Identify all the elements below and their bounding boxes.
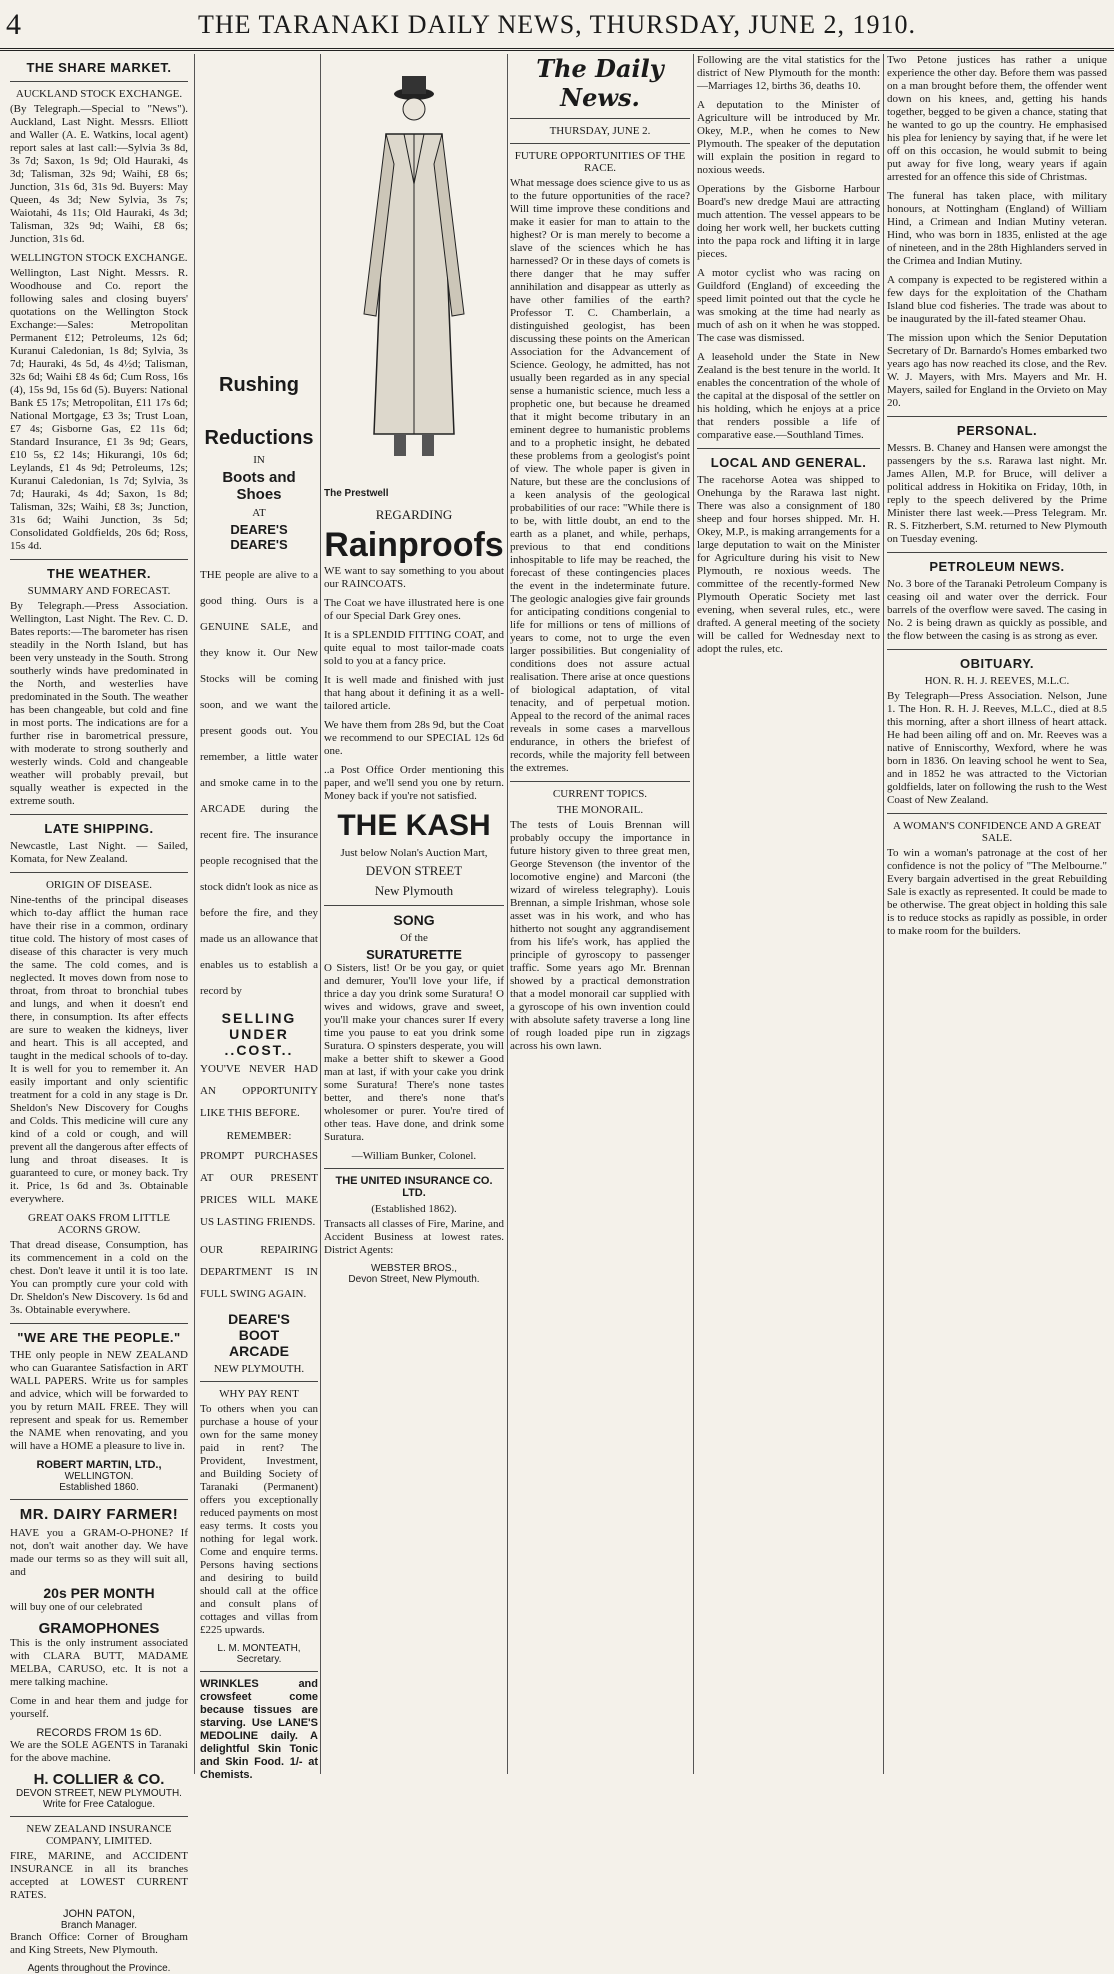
finish-text: It is well made and finished with just that hang about it defining it as a well-tailored article. [324,674,504,712]
future-heading: FUTURE OPPORTUNITIES OF THE RACE. [514,150,686,174]
cost-label: ..COST.. [224,1042,294,1058]
shipping-text: Newcastle, Last Night. — Sailed, Komata, for New Zealand. [10,840,188,865]
nz-insurance-manager: JOHN PATON, [62,1908,136,1920]
column-rule [507,54,508,1774]
united-established: (Established 1862). [371,1203,457,1215]
column-rule [194,54,195,1774]
personal-text: Messrs. B. Chaney and Hansen were amongst the passengers by the s.s. Rarawa last night. Mr. James Allen, M.P. for Bruce, will deliver a political address in Hokitika on Friday, 10th, in reply to the speech delivered by the Prime Minister there last week.—Press Telegram. Mr. R. S. Fitzherbert, S.M. returned to New Plymouth on Tuesday evening. [887,442,1107,545]
united-insurance: THE UNITED INSURANCE CO. LTD. [335,1175,493,1199]
remember-label: REMEMBER: [226,1130,292,1142]
masthead [0,8,1114,51]
arcade-label: ARCADE [229,1343,289,1359]
repairing-label: OUR REPAIRING DEPARTMENT IS IN FULL SWING AGAIN. [200,1244,318,1300]
nz-insurance-text: FIRE, MARINE, and ACCIDENT INSURANCE in all its branches accepted at LOWEST CURRENT RATES. [10,1850,188,1901]
monorail-heading: THE MONORAIL. [556,804,644,816]
weather-heading: THE WEATHER. [47,566,151,581]
prestwell-label: The Prestwell [324,488,389,499]
share-market-heading: THE SHARE MARKET. [26,60,172,75]
kash-heading: THE KASH [337,809,491,842]
deares-label: DEARE'S DEARE'S [230,522,288,552]
reductions-heading: Reductions [204,427,314,449]
wellington-heading: WELLINGTON STOCK EXCHANGE. [10,252,188,264]
article-text-2: A deputation to the Minister of Agriculture will be introduced by Mr. Okey, M.P., when he comes to New Plymouth. The speaker of the deputation will explain the position in regard to noxious weeds. [697,99,880,176]
rushing-heading: Rushing [219,374,299,396]
rent-text: To others when you can purchase a house of your own for the same money paid in rent? The Provident, Investment, and Building Society of Taranaki (Permanent) offers you exceptionally reduced payments on most easy terms. It costs you nothing for legal work. Come and enquire terms. Persons having sections and desiring to build should call at the office and consult plans of cottages and villas from £225 upwards. [200,1403,318,1636]
boots-label: Boots and [222,469,296,486]
nz-insurance-office: Branch Office: Corner of Brougham and King Streets, New Plymouth. [10,1931,188,1956]
sole-agents-text: We are the SOLE AGENTS in Taranaki for the above machine. [10,1739,188,1764]
nz-insurance-agents: Agents throughout the Province. [27,1963,171,1974]
new-plymouth: New Plymouth [374,883,454,898]
dairy-ad-text2: will buy one of our celebrated [10,1601,143,1613]
song-heading: SONG [393,912,435,928]
article-text-6b: The funeral has taken place, with military honours, at Nottingham (England) of William Hind, a Crimean and Indian Mutiny veteran. Hind, who was born in 1835, enlisted at the age of nineteen, and in the 28th Highlanders served in the Crimea and Indian Mutiny. [887,190,1107,267]
personal-heading: PERSONAL. [956,423,1038,438]
rent-name: L. M. MONTEATH, [217,1643,301,1654]
dairy-ad-text: HAVE you a GRAM-O-PHONE? If not, don't wait another day. We have made our terms so as they will suit all, and [10,1527,188,1578]
petroleum-text: No. 3 bore of the Taranaki Petroleum Company is ceasing oil and water over the derrick. Four barrels of the overflow were saved. The casing in No. 2 is being drawn as quickly as possible, and the flow between the casing is as strong as ever. [887,578,1107,642]
newspaper-header: THE TARANAKI DAILY NEWS, THURSDAY, JUNE 2, 1910. [197,10,917,39]
shipping-heading: LATE SHIPPING. [44,821,154,836]
obituary-heading: OBITUARY. [959,656,1035,671]
oaks-heading: GREAT OAKS FROM LITTLE ACORNS GROW. [28,1212,170,1236]
never-label: YOU'VE NEVER HAD AN OPPORTUNITY LIKE THIS BEFORE. [200,1063,318,1119]
gramophones-text: This is the only instrument associated with CLARA BUTT, MADAME MELBA, CARUSO, etc. It is not a mere talking machine. [10,1637,188,1688]
current-topics-heading: CURRENT TOPICS. [552,788,648,800]
auckland-heading: AUCKLAND STOCK EXCHANGE. [15,88,183,100]
people-ad-heading: "WE ARE THE PEOPLE." [17,1330,181,1345]
article-text-6a: Two Petone justices has rather a unique experience the other day. Before them was passed on a man brought before them, the offender went down on his knees, and, getting his hands together, begged to be given a chance, stating that he wanted to go up the country. He emphasised his plea for leniency by saying that, if he were let off on this occasion, he would submit to being put away for five long, weary years if again arrested for an offence this side of Christmas. [887,54,1107,183]
wrinkles-ad: WRINKLES and crowsfeet come because tissues are starving. Use LANE'S MEDOLINE daily. A delightful Skin Tonic and Skin Food. 1/- at Chemists. [200,1678,318,1781]
gramophones-heading: GRAMOPHONES [38,1620,160,1637]
dairy-ad-heading: MR. DAIRY FARMER! [19,1506,179,1523]
woman-text: To win a woman's patronage at the cost of her confidence is not the policy of "The Melbourne." Every bargain advertised in the great Rebuilding Sale is exactly as represented. It could be made to be otherwise. The great object in holding this sale is to reduce stocks as rapidly as possible, in order to make room for the builders. [887,847,1107,937]
disease-heading: ORIGIN OF DISEASE. [45,879,153,891]
article-text-1: Following are the vital statistics for the district of New Plymouth for the month:—Marriages 12, births 36, deaths 10. [697,54,880,92]
column-4 [510,54,690,1774]
article-text-5: A leasehold under the State in New Zealand is the best tenure in the world. It enables the concentration of the whole of the capital at the disposal of the settler on his holding, which he enjoys at a price that renders possible a life of comparative ease.—Southland Times. [697,351,880,441]
united-text: Transacts all classes of Fire, Marine, and Accident Business at lowest rates. District Agents: [324,1218,504,1256]
people-ad-firm: ROBERT MARTIN, LTD., [36,1459,162,1471]
webster-bros: WEBSTER BROS., [370,1263,458,1274]
article-text-3: Operations by the Gisborne Harbour Board's new dredge Maui are attracting much attention. The vessel appears to be doing her work well, her buckets cutting into the papa rock and lifting it in large pieces. [697,183,880,260]
rent-role: Secretary. [236,1654,282,1665]
woman-heading: A WOMAN'S CONFIDENCE AND A GREAT SALE. [892,820,1102,844]
gramophones-text2: Come in and hear them and judge for yourself. [10,1695,188,1720]
shoes-label: Shoes [236,486,282,503]
column-3 [324,54,504,1774]
wellington-text: Wellington, Last Night. Messrs. R. Woodhouse and Co. report the following sales and closing buyers' quotations on the Wellington Stock Exchange:—Sales: Metropolitan Permanent £12; Petroleums, 12s 6d; Kuranui Caledonian, 1s 8d; Sylvia, 3s 7d; Hauraki, 4s 5d, 4s 4½d; Talisman, 32s 6d; Waihi £8 4s 6d; Cum Ross, 16s (4), 15s 9d, 15s 6d (5). Buyers: National Bank £5 17s; Metropolitan, £11 17s 6d; National Mortgage, £3 3s; Trust Loan, £7 4s; Gisborne Gas, £2 11s 6d; Standard Insurance, £1 3s 9d; Gears, £10 5s, £2 14s; Hikurangi, 10s 6d; Leylands, £1 4s 9d; Petroleums, 12s; Kuranui Caledonian, 1s 7d; Sylvia, 3s 7d; Hauraki, 4s 4d; Saxon, 1s 8d; Talisman, 32s; Waihi, £8 3s; Junction, 31s 6d; Waihi Junction, 3s 5d; Consolidated Goldfields, 20s 6d; Ross, 15s 4d. [10,267,188,552]
article-text-6d: The mission upon which the Senior Deputation Secretary of Dr. Barnardo's Homes embarked two years ago has now reached its close, and the Rev. W. J. Mayers, with Mrs. Mayers and Mr. H. Mayers, sailed for England in the Orvieto on May 20. [887,332,1107,409]
coat-text: The Coat we have illustrated here is one of our Special Dark Grey ones. [324,597,504,622]
daily-news-title: The Daily News. [536,54,664,112]
future-text: What message does science give to us as to the future opportunities of the race? Will time improve these conditions and make it easier for man to attain to the highest? Or is man merely to become a slave of the sciences which he has harnessed? Or in these days of comets is there danger that he may suffer annihilation and disappear as utterly as have other families of the earth? Professor T. C. Chamberlain, a distinguished geologist, has been discussing these points on the American Association for the Advancement of Science. Geology, he admitted, has not usually been regarded as in any special sense a humanistic science, much less a prophetic one, but because he dreamed that it might become tributary in an eminent degree to humanistic problems and to a prophetic insight, he debated these problems from a geologist's point of view. The whole paper is given in Nature, but these are the conclusions of a keen analysis of the geological probabilities of our race: "While there is to be, with little doubt, an end to the earth as a planet, and while, perhaps, previous to that end conditions inhospitable to life may be reached, the forecast of these contingencies places the event in the indeterminate future. The geologic analogies give fair grounds for anticipating conditions congenial to life for millions or tens of millions of years to come, not to urge the even larger possibilities. But congeniality of conditions does not assure actual realisation. There arise at once questions of biological adaptation, of vital tenacity, and of perpetual motion. Appeal to the record of the animal races reveals in some cases a marvellous endurance, in others the briefest of records, while the majority fell between the extremes. [510,177,690,774]
weather-text: By Telegraph.—Press Association. Wellington, Last Night. The Rev. C. D. Bates reports:—The barometer has risen steadily in the North Island, but has been very unsteady in the South. Strong southerly winds have predominated in the North, and westerlies have predominated in the South. The weather has been changeable, but cold and fine in most ports. The indications are for a further rise in barometrical pressure, with moderate to strong southerly and westerly winds. Cold and changeable weather will probably prevail, but squally weather is expected in the extreme south. [10,600,188,807]
local-general-text: The racehorse Aotea was shipped to Onehunga by the Rarawa last night. There was also a consignment of 180 sheep and four horses shipped. Mr. H. Okey, M.P., is making arrangements for a large deputation to wait on the Minister for Agriculture during his visit to New Plymouth, re noxious weeds. The committee of the recently-formed New Plymouth Operatic Society met last evening, when several rules, etc., were drafted. A general meeting of the society will be called for Wednesday next to adopt the rules, etc. [697,474,880,655]
nolan-text: Just below Nolan's Auction Mart, [340,847,488,859]
column-1 [10,54,188,1974]
collier-catalogue: Write for Free Catalogue. [42,1799,156,1810]
column-rule [883,54,884,1774]
deares-ad-text: THE people are alive to a good thing. Ours is a GENUINE SALE, and they know it. Our New Stocks will be coming soon, and we want the present goods out. You remember, a little water and smoke came in to the ARCADE during the recent fire. The insurance people recognised that the stock didn't look as nice as before the fire, and they made us an allowance that enables us to establish a record by [200,569,318,997]
people-ad-city: WELLINGTON. [64,1471,134,1482]
obituary-text: By Telegraph—Press Association. Nelson, June 1. The Hon. R. H. J. Reeves, M.L.C., died at 8.5 this morning, after a short illness of heart attack. He had been ailing off and on. Mr. Reeves was a native of Enniscorthy, Wexford, where he was born in 1836. On leaving school he went to Sea, and in 1852 he was attracted to the Victorian goldfields, later on following the rush to the West Coast of New Zealand. [887,690,1107,806]
of-the-label: Of the [400,932,428,944]
in-label: IN [253,454,265,466]
prompt-label: PROMPT PURCHASES AT OUR PRESENT PRICES WILL MAKE US LASTING FRIENDS. [200,1150,318,1228]
page-number: 4 [6,8,21,41]
poet-name: —William Bunker, Colonel. [351,1150,477,1162]
rainproofs-heading: Rainproofs [324,526,504,564]
want-text: WE want to say something to you about our RAINCOATS. [324,565,504,590]
records-price: RECORDS FROM 1s 6D. [36,1727,162,1739]
dairy-ad-price: 20s PER MONTH [43,1585,155,1601]
disease-text: Nine-tenths of the principal diseases which to-day afflict the human race have their rise in a common, ordinary titue cold. The history of most cases of disease of this character is very much the same. The cold comes, and is neglected. It moves down from nose to throat, from throat to bronchial tubes and lungs, and when it doesn't end there, in consumption. Its after effects are sure to weaken the kidneys, liver and heart. This is all accepted, and taught in the medical schools of to-day. It is well for you to remember it. An easily important and only scientific treatment for a cold in any stage is Dr. Sheldon's New Discovery for Coughs and Colds. This medicine will cure any kind of a cold or cough, and will prevent all the dangerous after effects of lung and throat diseases. It is guaranteed to cure, or money back. Try it. Price, 1s 6d and 3s. Obtainable everywhere. [10,894,188,1205]
oaks-text: That dread disease, Consumption, has its commencement in a cold on the chest. Don't leave it until it is too late. You can promptly cure your cold with Dr. Sheldon's New Discovery. 1s 6d and 3s. Obtainable everywhere. [10,1239,188,1316]
monorail-text: The tests of Louis Brennan will probably occupy the importance in future history given to three great men, George Stevenson (the inventor of the locomotive engine) and Marconi (the wizard of wireless telegraphy). Louis Brennan, a simple Irishman, whose sole asset was in his work, and who has hitherto not sought any aggrandisement from his life's work, has applied the principle of gyroscopy to passenger traffic. Some years ago Mr. Brennan showed by a practical demonstration that a model monorail car supplied with a gyroscope of his own invention could with absolute safety traverse a long line of rough loaded pipe run in zigzags across his own lawn. [510,819,690,1052]
article-text-4: A motor cyclist who was racing on Guildford (England) of exceeding the speed limit pointed out that the cycle he was smoking at the time had nearly as much of ash on it when he was stopped. The case was dismissed. [697,267,880,344]
splendid-text: It is a SPLENDID FITTING COAT, and quite equal to most tailor-made coats sold to you at a fancy price. [324,629,504,667]
regarding-label: REGARDING [375,507,453,522]
price-text: We have them from 28s 9d, but the Coat we recommend to our SPECIAL 12s 6d one. [324,719,504,757]
webster-address: Devon Street, New Plymouth. [348,1274,480,1285]
devon-street: DEVON STREET [365,863,463,878]
boot-label: BOOT [238,1327,280,1343]
column-6 [887,54,1107,1774]
selling-label: SELLING [221,1010,297,1026]
column-rule [693,54,694,1774]
raincoat-illustration [324,54,504,484]
weather-subheading: SUMMARY AND FORECAST. [27,585,171,597]
column-2 [200,54,318,1781]
auckland-text: (By Telegraph.—Special to "News"). Auckland, Last Night. Messrs. Elliott and Waller (A. E. Watkins, local agent) report sales at last call:—Sylvia 3s 8d, 3s 7d; Saxon, 1s 9d; Old Hauraki, 4s 3d; Talisman, 32s 9d; Waihi, £8 6s; Junction, 31s 6d, 31s 9d. Buyers: May Queen, 4s 3d; New Sylvia, 3s 7s; Waiotahi, 4s 11s; Old Hauraki, 4s 3d; Talisman, 32s 9d; Waihi, £8 6s; Junction, 31s 6d. [10,103,188,245]
column-rule [320,54,321,1774]
song-poem: O Sisters, list! Or be you gay, or quiet and demurer, You'll love your life, if thrice a day you drink some Suratura! O wives and widows, grave and sweet, you'll make your chances surer If every time you pause to eat you drink some Suratura. O spinsters desperate, you will make a better shift to skewer a Good man at last, if with your cake you drink some Suratura! There's none tastes better, and there's none that's wholesomer or purer. You're tired of other teas. Have done, and drink some Suratura. [324,962,504,1143]
article-text-6c: A company is expected to be registered within a few days for the exploitation of the Chatham Island blue cod fisheries. The trade was about to be inaugurated by the ill-fated steamer Ohau. [887,274,1107,325]
collier-address: DEVON STREET, NEW PLYMOUTH. [16,1788,182,1799]
at-label: AT [252,507,266,519]
local-general-heading: LOCAL AND GENERAL. [710,455,867,470]
people-ad-established: Established 1860. [59,1482,139,1493]
nz-insurance-role: Branch Manager. [60,1920,138,1931]
people-ad-text: THE only people in NEW ZEALAND who can Guarantee Satisfaction in ART WALL PAPERS. Write us for samples and advice, which will be forwarded to you by return MAIL FREE. They will represent and speak for us. Remember the NAME when renovating, and you will have a HOME a pleasure to live in. [10,1349,188,1452]
rent-heading: WHY PAY RENT [219,1388,299,1400]
collier-firm: H. COLLIER & CO. [33,1771,165,1788]
post-order-text: ..a Post Office Order mentioning this paper, and we'll send you one by return. Money back if you're not satisfied. [324,764,504,802]
new-plymouth-label: NEW PLYMOUTH. [213,1363,305,1375]
petroleum-heading: PETROLEUM NEWS. [929,559,1065,574]
column-5 [697,54,880,1774]
date-line: THURSDAY, JUNE 2. [549,125,651,137]
obituary-subheading: HON. R. H. J. REEVES, M.L.C. [924,675,1070,687]
nz-insurance-heading: NEW ZEALAND INSURANCE COMPANY, LIMITED. [26,1823,172,1847]
suraturette-heading: SURATURETTE [366,947,462,962]
under-label: UNDER [229,1026,289,1042]
deares-boot-label: DEARE'S [228,1311,290,1327]
